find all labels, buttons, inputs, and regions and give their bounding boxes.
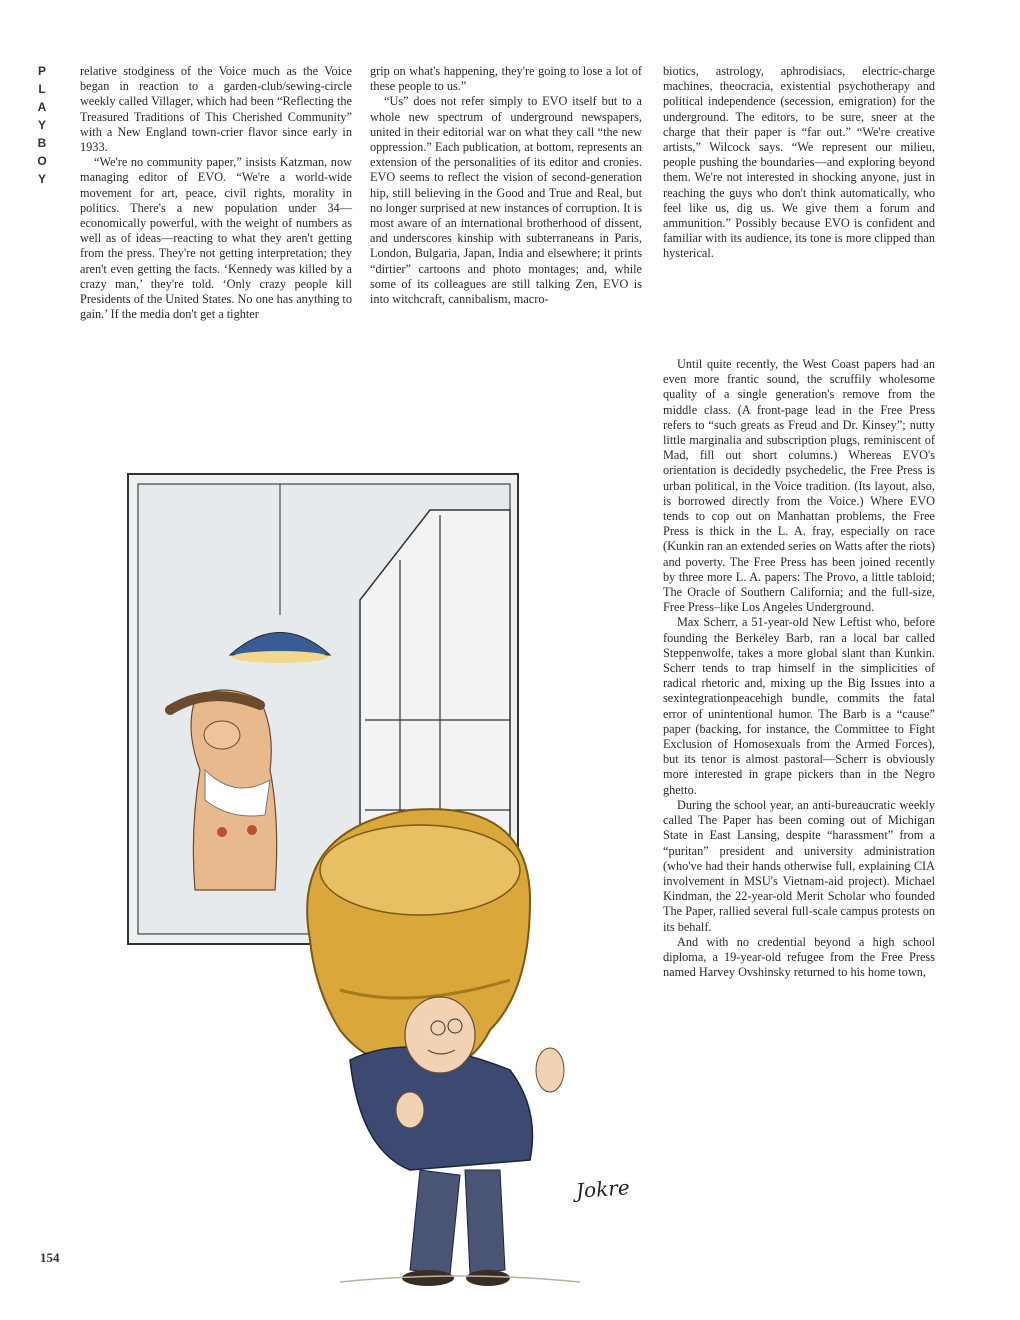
article-column-1 [80, 64, 352, 322]
paragraph: Max Scherr, a 51-year-old New Leftist who, before founding the Berkeley Barb, ran a local bar called Steppenwolfe, takes a more global slant than Kunkin. Scherr tends to trap himself in the simplicities of radical rhetoric and, mixing up the Big Issues into a sexintegrationpeacehigh bundle, commits the fatal error of unintentional humor. The Barb is a “cause” paper (backing, for instance, the Committee to Fight Exclusion of Homosexuals from the Armed Forces), but its tenor is almost pastoral—Scherr is obviously more interested in grape pickers than in the Negro ghetto. [663, 615, 935, 797]
mag-letter: L [38, 82, 46, 96]
artist-signature: Jokre [575, 1175, 631, 1203]
paragraph: relative stodginess of the Voice much as the Voice began in reaction to a garden-club/sewing-circle weekly called Villager, which had been “Reflecting the Treasured Traditions of This Cherished Community” with a New England town-crier flavor since early in 1933. [80, 64, 352, 155]
paragraph: And with no credential beyond a high school diploma, a 19-year-old refugee from the Free Press named Harvey Ovshinsky returned to his home town, [663, 934, 935, 980]
paragraph: “Us” does not refer simply to EVO itself but to a whole new spectrum of underground newspapers, united in their editorial war on what they call “the new oppression.” Each publication, at bottom, represents an extension of the personalities of its editor and cronies. EVO seems to reflect the vision of second-generation hip, still believing in the Good and True and Real, but no longer surprised at new instances of corruption. It is most aware of an international brotherhood of dissent, and underscores kinship with subterraneans in Paris, London, Bulgaria, Japan, India and elsewhere; it prints “dirtier” cartoons and photo montages; and, while some of its colleagues are still talking Zen, EVO is into witchcraft, cannibalism, macro- [370, 94, 642, 307]
article-column-3-top [663, 64, 935, 262]
paragraph: biotics, astrology, aphrodisiacs, electric-charge machines, theocracia, existential psychotherapy and political independence (secession, emigration) for the underground. The editors, to be sure, sneer at the charge that their paper is “far out.” “We're creative artists,” Wilcock says. “We represent our milieu, people pushing the boundaries—and exploring beyond them. We're not interested in shocking anyone, just in reaching the guys who don't think automatically, who feel like us, dig us. We give them a forum and ammunition.” Possibly because EVO is confident and familiar with its audience, its tone is more clipped than hysterical. [663, 64, 935, 261]
article-column-3-bottom [663, 357, 935, 980]
mag-letter: O [37, 154, 47, 168]
page-number: 154 [40, 1250, 60, 1265]
mag-letter: A [37, 100, 47, 114]
cartoon-illustration [110, 470, 650, 1300]
paragraph: During the school year, an anti-bureaucratic weekly called The Paper has been coming out of Michigan State in East Lansing, despite “harassment” from a “puritan” president and university administration (who've had their hands otherwise full, explaining CIA involvement in MSU's Vietnam-aid project). Michael Kindman, the 22-year-old Merit Scholar who founded The Paper, rallied several full-scale campus protests on its behalf. [663, 797, 935, 934]
magazine-name-vertical [30, 64, 54, 190]
article-column-2 [370, 64, 642, 307]
paragraph: grip on what's happening, they're going to lose a lot of these people to us.” [370, 64, 642, 94]
mag-letter: B [37, 136, 47, 150]
mag-letter: P [37, 64, 46, 78]
paragraph: “We're no community paper,” insists Katzman, now managing editor of EVO. “We're a world-wide movement for art, peace, civil rights, morality in politics. There's a new population under 34—economically powerful, with the weight of numbers as well as of ideas—reacting to what they aren't getting from the press. They're not getting interpretation; they aren't even getting the facts. ‘Kennedy was killed by a crazy man,’ they're told. ‘Only crazy people kill Presidents of the United States. No one has anything to gain.’ If the media don't get a tighter [80, 155, 352, 322]
paragraph: Until quite recently, the West Coast papers had an even more frantic sound, the scruffily wholesome quality of a single generation's remove from the middle class. (A front-page lead in the Free Press refers to “such greats as Freud and Dr. Kinsey”; nutty little marginalia and subscription plugs, reminiscent of Mad, fill out short columns.) Whereas EVO's orientation is decidedly psychedelic, the Free Press is urban political, in the Voice tradition. (Its layout, also, is borrowed directly from the Voice.) Where EVO tends to cop out on Manhattan problems, the Free Press is thick in the L. A. fray, especially on race (Kunkin ran an extended series on Watts after the riots) and poverty. The Free Press has been joined recently by three more L. A. papers: The Provo, a little tabloid; The Oracle of Southern California; and the full-size, Free Press–like Los Angeles Underground. [663, 357, 935, 615]
mag-letter: Y [37, 172, 46, 186]
mag-letter: Y [37, 118, 46, 132]
